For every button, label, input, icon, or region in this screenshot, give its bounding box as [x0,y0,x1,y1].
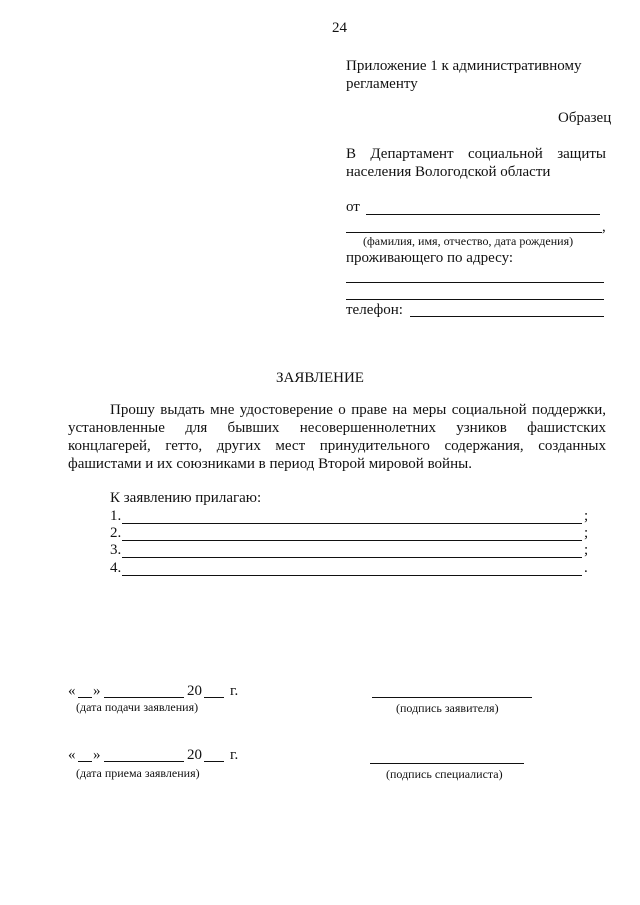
applicant-signature-caption: (подпись заявителя) [396,701,499,715]
body-line-2: установленные для бывших несовершеннолетних узников фашистских [68,420,606,436]
attachments-intro: К заявлению прилагаю: [110,490,262,506]
reception-caption: (дата приема заявления) [76,766,200,780]
submission-year-prefix: 20 [187,683,202,699]
attachment-end: ; [584,542,589,558]
sample-label: Образец [558,110,612,126]
submission-month-field[interactable] [104,697,184,698]
body-line-3: концлагерей, гетто, других мест принудительного содержания, созданных [68,438,606,454]
specialist-signature-caption: (подпись специалиста) [386,767,503,781]
body-line-1: Прошу выдать мне удостоверение о праве на меры социальной поддержки, [110,402,606,418]
reception-quote-open: « [68,747,76,763]
submission-caption: (дата подачи заявления) [76,700,199,714]
appendix-line-2: регламенту [346,76,418,92]
document-title: ЗАЯВЛЕНИЕ [276,370,364,386]
address-field-1[interactable] [346,282,604,283]
reception-year-suffix: г. [230,747,239,763]
submission-quote-close: » [93,683,101,699]
submission-day-field[interactable] [78,697,92,698]
from-caption: (фамилия, имя, отчество, дата рождения) [363,234,574,248]
attachment-field-3[interactable] [122,557,582,558]
attachment-field-2[interactable] [122,540,582,541]
reception-month-field[interactable] [104,761,184,762]
phone-label: телефон: [346,302,403,318]
submission-quote-open: « [68,683,76,699]
trailing-comma: , [602,219,606,235]
attachment-field-1[interactable] [122,523,582,524]
phone-field[interactable] [410,316,604,317]
body-line-4: фашистами и их союзниками в период Второй мировой войны. [68,456,472,472]
appendix-line-1: Приложение 1 к административному [346,58,582,74]
reception-quote-close: » [93,747,101,763]
submission-year-suffix: г. [230,683,239,699]
attachment-end: ; [584,508,589,524]
from-label: от [346,199,360,215]
attachment-end: . [584,560,588,576]
attachment-number: 2. [110,525,122,541]
residing-label: проживающего по адресу: [346,250,514,266]
attachment-number: 4. [110,560,122,576]
addressee-line-1: В Департамент социальной защиты [346,146,606,162]
reception-day-field[interactable] [78,761,92,762]
attachment-number: 1. [110,508,122,524]
attachment-number: 3. [110,542,122,558]
specialist-signature-field[interactable] [370,763,524,764]
submission-year-field[interactable] [204,697,224,698]
from-name-field-2[interactable] [346,232,602,233]
address-field-2[interactable] [346,299,604,300]
reception-year-field[interactable] [204,761,224,762]
page-number: 24 [332,20,347,36]
attachment-end: ; [584,525,589,541]
attachment-field-4[interactable] [122,575,582,576]
from-name-field[interactable] [366,214,600,215]
addressee-line-2: населения Вологодской области [346,164,551,180]
applicant-signature-field[interactable] [372,697,532,698]
reception-year-prefix: 20 [187,747,202,763]
